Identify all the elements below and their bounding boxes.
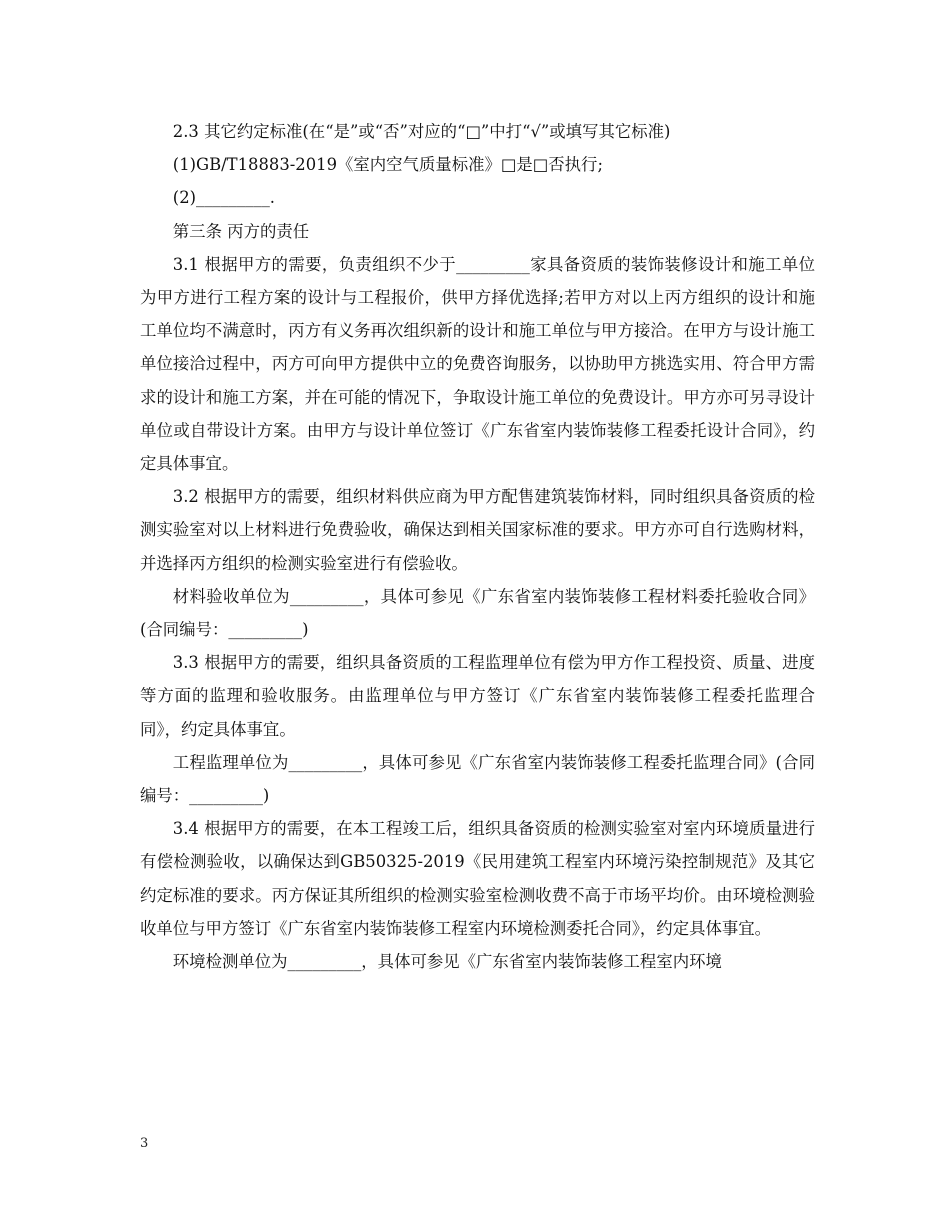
environment-testing-unit: 环境检测单位为_________，具体可参见《广东省室内装饰装修工程室内环境 — [172, 952, 722, 972]
clause-3-1: 3.1 根据甲方的需要，负责组织不少于_________家具备资质的装饰装修设计和施工单位为甲方进行工程方案的设计与工程报价，供甲方择优选择;若甲方对以上丙方组织的设计和施工单位均不满意时，丙方有义务再次组织新的设计和施工单位与甲方接洽。在甲方与设计施工单位接洽过程中，丙方可向甲方提供中立的免费咨询服务，以协助甲方挑选实用、符合甲方需求的设计和施工方案，并在可能的情况下，争取设计施工单位的免费设计。甲方亦可另寻设计单位或自带设计方案。由甲方与设计单位签订《广东省室内装饰装修工程委托设计合同》，约定具体事宜。 — [140, 254, 815, 474]
clause-3-3: 3.3 根据甲方的需要，组织具备资质的工程监理单位有偿为甲方作工程投资、质量、进度等方面的监理和验收服务。由监理单位与甲方签订《广东省室内装饰装修工程委托监理合同》，约定具体事宜。 — [140, 653, 815, 739]
document-body — [140, 115, 815, 978]
page-number: 3 — [140, 1136, 149, 1151]
article-3-heading: 第三条 丙方的责任 — [172, 221, 310, 241]
clause-2-3-item-2: (2)_________. — [172, 188, 275, 208]
supervision-unit: 工程监理单位为_________，具体可参见《广东省室内装饰装修工程委托监理合同》(合同编号：_________) — [140, 752, 815, 806]
material-acceptance-unit: 材料验收单位为_________，具体可参见《广东省室内装饰装修工程材料委托验收合同》(合同编号：_________) — [140, 586, 815, 640]
clause-2-3-item-1: (1)GB/T18883-2019《室内空气质量标准》□是□否执行; — [172, 155, 603, 175]
clause-3-2: 3.2 根据甲方的需要，组织材料供应商为甲方配售建筑装饰材料，同时组织具备资质的检测实验室对以上材料进行免费验收，确保达到相关国家标准的要求。甲方亦可自行选购材料，并选择丙方组织的检测实验室进行有偿验收。 — [140, 487, 815, 573]
clause-3-4: 3.4 根据甲方的需要，在本工程竣工后，组织具备资质的检测实验室对室内环境质量进行有偿检测验收，以确保达到GB50325-2019《民用建筑工程室内环境污染控制规范》及其它约定标准的要求。丙方保证其所组织的检测实验室检测收费不高于市场平均价。由环境检测验收单位与甲方签订《广东省室内装饰装修工程室内环境检测委托合同》，约定具体事宜。 — [140, 819, 815, 938]
clause-2-3-other-standards: 2.3 其它约定标准(在“是”或“否”对应的“□”中打“√”或填写其它标准) — [172, 122, 671, 141]
